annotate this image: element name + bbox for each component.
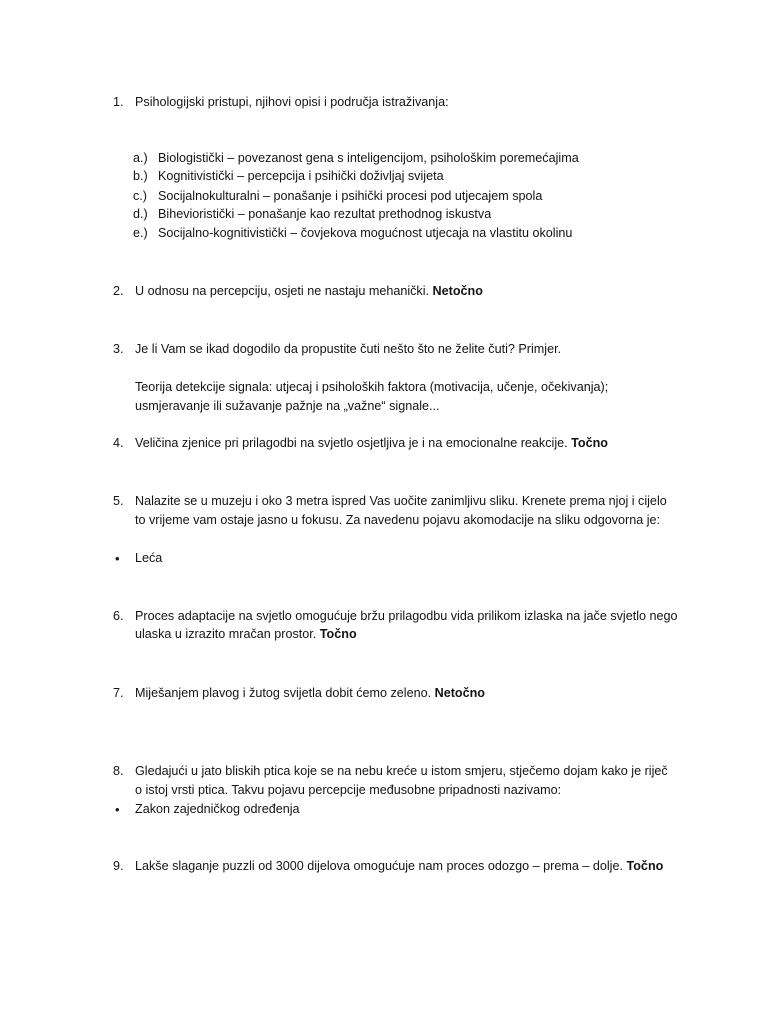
option-text: Socijalno-kognitivistički – čovjekova mogućnost utjecaja na vlastitu okolinu <box>158 226 573 240</box>
option-c <box>0 187 768 206</box>
answer-bullet <box>0 800 768 819</box>
answer-label: Točno <box>319 627 357 641</box>
question-text: Miješanjem plavog i žutog svijetla dobit ćemo zeleno. <box>135 686 432 700</box>
answer-label: Netočno <box>432 284 483 298</box>
question-text: Je li Vam se ikad dogodilo da propustite čuti nešto što ne želite čuti? Primjer. <box>135 342 562 356</box>
question-line <box>135 857 663 876</box>
question-line <box>135 684 485 703</box>
question-text: U odnosu na percepciju, osjeti ne nastaju mehanički. <box>135 284 430 298</box>
option-d <box>0 205 768 224</box>
explanation-text: usmjeravanje ili sužavanje pažnje na „važne“ signale... <box>135 399 440 413</box>
question-text: to vrijeme vam ostaje jasno u fokusu. Za navedenu pojavu akomodacije na sliku odgovorna je: <box>135 513 661 527</box>
question-number: 2. <box>113 284 124 298</box>
option-text: Kognitivistički – percepcija i psihički doživljaj svijeta <box>158 169 444 183</box>
option-label: b.) <box>133 169 148 183</box>
explanation-line-2 <box>0 397 768 416</box>
question-number: 6. <box>113 609 124 623</box>
question-text: Proces adaptacije na svjetlo omogućuje bržu prilagodbu vida prilikom izlaska na jače svjetlo nego <box>135 609 678 623</box>
question-9 <box>0 857 768 876</box>
bullet-icon: • <box>115 802 120 817</box>
answer-text: Zakon zajedničkog određenja <box>135 802 300 816</box>
question-line <box>135 282 483 301</box>
option-b <box>0 167 768 186</box>
question-number: 9. <box>113 859 124 873</box>
answer-label: Netočno <box>434 686 485 700</box>
question-number: 7. <box>113 686 124 700</box>
question-8 <box>0 762 768 781</box>
option-text: Bihevioristički – ponašanje kao rezultat prethodnog iskustva <box>158 207 492 221</box>
question-number: 8. <box>113 764 124 778</box>
question-line <box>135 625 357 644</box>
option-label: a.) <box>133 151 148 165</box>
question-1 <box>0 93 768 112</box>
question-text: Psihologijski pristupi, njihovi opisi i područja istraživanja: <box>135 95 449 109</box>
answer-text: Leća <box>135 551 163 565</box>
question-text: Gledajući u jato bliskih ptica koje se na nebu kreće u istom smjeru, stječemo dojam kako je riječ <box>135 764 668 778</box>
question-text: Lakše slaganje puzzli od 3000 dijelova omogućuje nam proces odozgo – prema – dolje. <box>135 859 623 873</box>
question-number: 1. <box>113 95 124 109</box>
option-e <box>0 224 768 243</box>
question-number: 5. <box>113 494 124 508</box>
bullet-icon: • <box>115 551 120 566</box>
question-7 <box>0 684 768 703</box>
question-4 <box>0 434 768 453</box>
question-8-line-2 <box>0 781 768 800</box>
option-label: c.) <box>133 189 147 203</box>
question-text: o istoj vrsti ptica. Takvu pojavu percepcije međusobne pripadnosti nazivamo: <box>135 783 562 797</box>
question-6 <box>0 607 768 626</box>
explanation-line-1 <box>0 378 768 397</box>
question-5-line-2 <box>0 511 768 530</box>
question-text: Veličina zjenice pri prilagodbi na svjetlo osjetljiva je i na emocionalne reakcije. <box>135 436 568 450</box>
explanation-text: Teorija detekcije signala: utjecaj i psiholoških faktora (motivacija, učenje, očekivanja); <box>135 380 609 394</box>
question-3 <box>0 340 768 359</box>
answer-label: Točno <box>626 859 664 873</box>
option-text: Biologistički – povezanost gena s inteligencijom, psihološkim poremećajima <box>158 151 579 165</box>
question-number: 4. <box>113 436 124 450</box>
option-a <box>0 149 768 168</box>
answer-label: Točno <box>571 436 608 450</box>
question-text: Nalazite se u muzeju i oko 3 metra ispred Vas uočite zanimljivu sliku. Krenete prema njoj i cijelo <box>135 494 667 508</box>
question-2 <box>0 282 768 301</box>
question-5 <box>0 492 768 511</box>
option-label: e.) <box>133 226 148 240</box>
answer-bullet <box>0 549 768 568</box>
question-line <box>135 434 608 453</box>
option-label: d.) <box>133 207 148 221</box>
question-text: ulaska u izrazito mračan prostor. <box>135 627 317 641</box>
question-number: 3. <box>113 342 124 356</box>
question-6-line-2 <box>0 625 768 644</box>
option-text: Socijalnokulturalni – ponašanje i psihički procesi pod utjecajem spola <box>158 189 543 203</box>
